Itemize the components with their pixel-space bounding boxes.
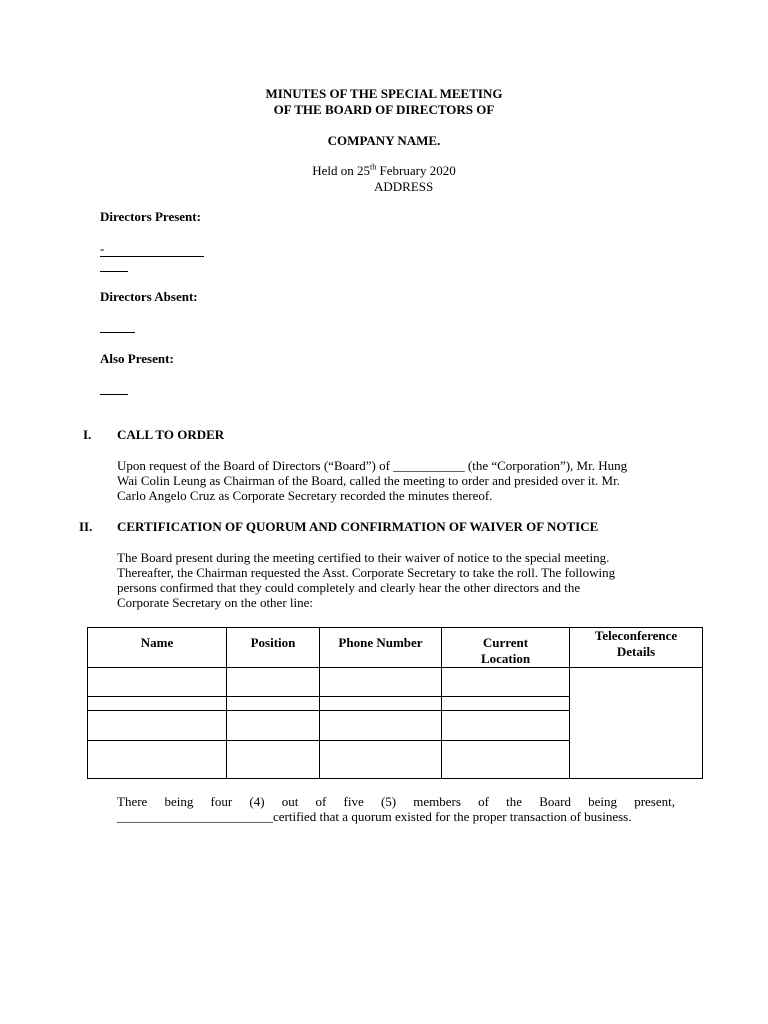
table-cell[interactable] [227, 668, 320, 697]
table-cell[interactable] [88, 741, 227, 779]
section-2-number: II. [79, 519, 93, 534]
header-phone-number: Phone Number [320, 628, 442, 668]
section-2-body: The Board present during the meeting certified to their waiver of notice to the special meeting. Thereafter, the Chairman requested the Asst. Corporate Secretary to take the roll. The following persons confirmed that they could completely and clearly hear the other directors and the Corporate Secretary on the other line: [117, 550, 616, 610]
section-1-number: I. [83, 427, 92, 442]
directors-absent-blank [100, 332, 135, 333]
header-teleconference-details: Teleconference Details [570, 628, 703, 668]
attendance-table [87, 627, 703, 779]
directors-present-label: Directors Present: [100, 209, 201, 224]
teleconference-details-cell[interactable] [570, 668, 703, 779]
table-row [88, 668, 703, 697]
directors-present-blank-2 [100, 271, 128, 272]
table-cell[interactable] [227, 711, 320, 741]
table-cell[interactable] [88, 668, 227, 697]
directors-present-line: - [100, 241, 105, 256]
table-cell[interactable] [320, 668, 442, 697]
header-name: Name [88, 628, 227, 668]
table-cell[interactable] [442, 711, 570, 741]
company-name: COMPANY NAME. [327, 133, 441, 148]
header-current-location: Current Location [442, 628, 570, 668]
table-cell[interactable] [227, 697, 320, 711]
table-cell[interactable] [442, 668, 570, 697]
directors-present-blank-1 [100, 256, 204, 257]
table-cell[interactable] [320, 711, 442, 741]
section-2-title: CERTIFICATION OF QUORUM AND CONFIRMATION OF WAIVER OF NOTICE [117, 519, 599, 534]
directors-absent-label: Directors Absent: [100, 289, 198, 304]
also-present-blank [100, 394, 128, 395]
quorum-line-1: There being four (4) out of five (5) members of the Board being present, [117, 794, 675, 809]
section-1-body: Upon request of the Board of Directors (“Board”) of ___________ (the “Corporation”), Mr. Hung Wai Colin Leung as Chairman of the Board, called the meeting to order and presided over it. Mr. Carlo Angelo Cruz as Corporate Secretary recorded the minutes thereof. [117, 458, 628, 503]
table-cell[interactable] [442, 741, 570, 779]
title-line-2: OF THE BOARD OF DIRECTORS OF [273, 102, 495, 117]
table-cell[interactable] [227, 741, 320, 779]
table-cell[interactable] [88, 711, 227, 741]
section-1-title: CALL TO ORDER [117, 427, 225, 442]
table-cell[interactable] [320, 697, 442, 711]
header-position: Position [227, 628, 320, 668]
table-header-row [88, 628, 703, 668]
table-cell[interactable] [320, 741, 442, 779]
also-present-label: Also Present: [100, 351, 174, 366]
meeting-address: ADDRESS [374, 179, 434, 194]
title-line-1: MINUTES OF THE SPECIAL MEETING [265, 86, 503, 101]
meeting-date: Held on 25th February 2020 [312, 162, 456, 178]
table-cell[interactable] [442, 697, 570, 711]
table-cell[interactable] [88, 697, 227, 711]
quorum-line-2: ________________________certified that a quorum existed for the proper transaction of business. [117, 809, 632, 824]
